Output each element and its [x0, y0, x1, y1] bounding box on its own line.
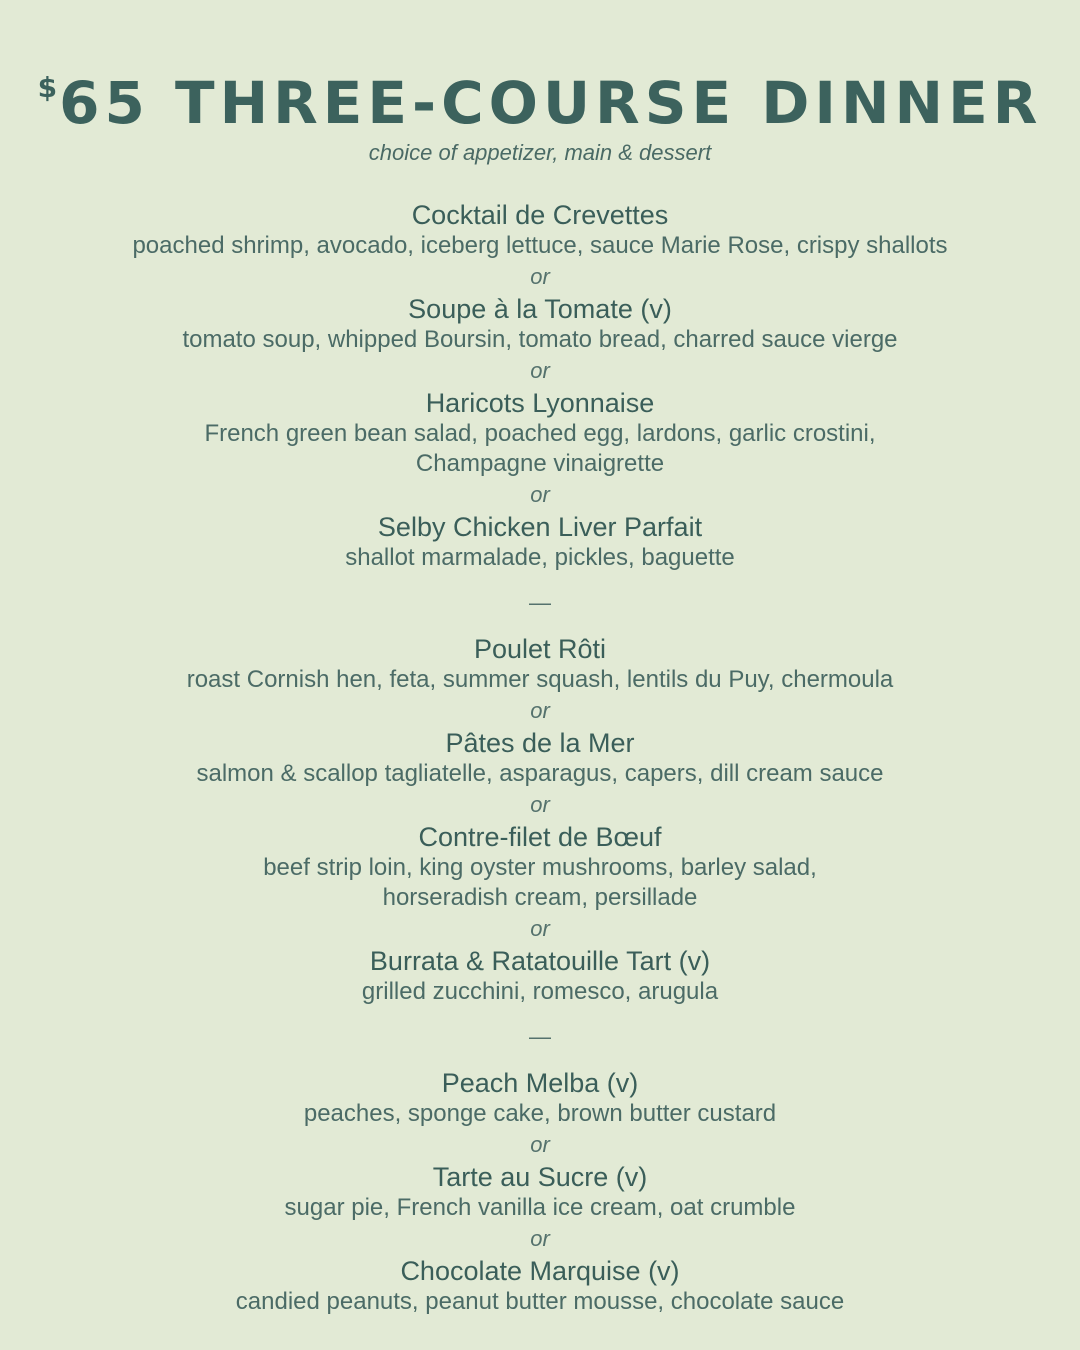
mains-course: [0, 633, 1080, 1007]
menu-item: [0, 727, 1080, 789]
dish-description: horseradish cream, persillade: [382, 884, 698, 911]
or-divider: or: [530, 698, 550, 723]
menu-subtitle: choice of appetizer, main & dessert: [368, 140, 712, 165]
or-divider: or: [530, 358, 550, 383]
menu-item: [0, 511, 1080, 573]
or-divider: or: [530, 1132, 550, 1157]
dish-name: Burrata & Ratatouille Tart (v): [369, 946, 711, 976]
menu-item: [0, 199, 1080, 261]
menu-title-text: 65 THREE-COURSE DINNER: [59, 69, 1043, 137]
dish-description: candied peanuts, peanut butter mousse, chocolate sauce: [235, 1288, 845, 1315]
menu-item: [0, 293, 1080, 355]
menu-item: [0, 633, 1080, 695]
dish-description: grilled zucchini, romesco, arugula: [361, 978, 719, 1005]
course-separator: —: [529, 590, 551, 615]
course-separator: —: [529, 1024, 551, 1049]
menu-item: [0, 1161, 1080, 1223]
or-divider: or: [530, 482, 550, 507]
dish-description: roast Cornish hen, feta, summer squash, lentils du Puy, chermoula: [186, 666, 894, 693]
dish-name: Contre-filet de Bœuf: [418, 822, 662, 852]
menu-item: [0, 1067, 1080, 1129]
dish-name: Selby Chicken Liver Parfait: [377, 512, 703, 542]
dish-name: Soupe à la Tomate (v): [408, 294, 672, 324]
dish-description: shallot marmalade, pickles, baguette: [345, 544, 735, 571]
dish-name: Haricots Lyonnaise: [425, 388, 655, 418]
dish-description: salmon & scallop tagliatelle, asparagus, capers, dill cream sauce: [196, 760, 884, 787]
appetizers-course: [0, 199, 1080, 573]
or-divider: or: [530, 1226, 550, 1251]
or-divider: or: [530, 792, 550, 817]
menu-item: [0, 821, 1080, 913]
dish-description: peaches, sponge cake, brown butter custard: [303, 1100, 777, 1127]
dish-description: Champagne vinaigrette: [415, 450, 665, 477]
menu-item: [0, 945, 1080, 1007]
course-list: [0, 199, 1080, 1317]
dish-description: tomato soup, whipped Boursin, tomato bread, charred sauce vierge: [182, 326, 898, 353]
or-divider: or: [530, 264, 550, 289]
dish-name: Chocolate Marquise (v): [400, 1256, 680, 1286]
dish-description: French green bean salad, poached egg, lardons, garlic crostini,: [204, 420, 876, 447]
dish-description: sugar pie, French vanilla ice cream, oat crumble: [284, 1194, 796, 1221]
dish-name: Poulet Rôti: [473, 634, 607, 664]
dollar-sign: $: [37, 71, 58, 104]
dish-description: poached shrimp, avocado, iceberg lettuce, sauce Marie Rose, crispy shallots: [132, 232, 948, 259]
menu-item: [0, 1255, 1080, 1317]
desserts-course: [0, 1067, 1080, 1317]
or-divider: or: [530, 916, 550, 941]
dish-name: Cocktail de Crevettes: [411, 200, 669, 230]
menu-title: [0, 0, 1080, 139]
dish-name: Tarte au Sucre (v): [432, 1162, 648, 1192]
dish-name: Peach Melba (v): [441, 1068, 639, 1098]
dish-description: beef strip loin, king oyster mushrooms, barley salad,: [263, 854, 817, 881]
menu-item: [0, 387, 1080, 479]
dish-name: Pâtes de la Mer: [445, 728, 635, 758]
